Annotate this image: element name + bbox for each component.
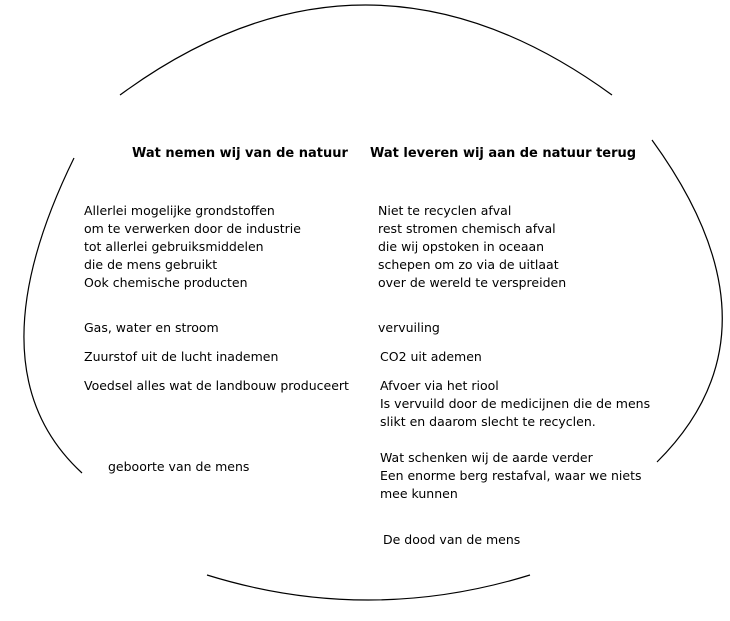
right-gift-line: Wat schenken wij de aarde verder <box>380 450 593 465</box>
right-waste-line: schepen om zo via de uitlaat <box>378 257 559 272</box>
right-sewage-line: slikt en daarom slecht te recyclen. <box>380 414 596 429</box>
right-heading: Wat leveren wij aan de natuur terug <box>370 146 637 161</box>
right-pollution: vervuiling <box>378 320 440 335</box>
right-waste-block <box>378 202 566 292</box>
right-waste-line: Niet te recyclen afval <box>378 203 512 218</box>
left-gas-water: Gas, water en stroom <box>84 320 219 335</box>
right-waste-line: rest stromen chemisch afval <box>378 221 556 236</box>
left-resources-line: Allerlei mogelijke grondstoffen <box>84 203 275 218</box>
right-sewage-block <box>380 377 650 431</box>
right-gift-block <box>380 449 642 503</box>
left-resources-block <box>84 202 301 292</box>
right-death: De dood van de mens <box>383 532 521 547</box>
left-arc <box>24 158 82 473</box>
right-gift-line: Een enorme berg restafval, waar we niets <box>380 468 642 483</box>
right-gift-line: mee kunnen <box>380 486 458 501</box>
left-resources-line: tot allerlei gebruiksmiddelen <box>84 239 264 254</box>
left-food: Voedsel alles wat de landbouw produceert <box>84 378 349 393</box>
left-resources-line: die de mens gebruikt <box>84 257 218 272</box>
left-heading: Wat nemen wij van de natuur <box>132 146 348 161</box>
right-arc <box>652 140 722 462</box>
left-resources-line: om te verwerken door de industrie <box>84 221 301 236</box>
left-oxygen: Zuurstof uit de lucht inademen <box>84 349 279 364</box>
right-sewage-line: Afvoer via het riool <box>380 378 499 393</box>
left-resources-line: Ook chemische producten <box>84 275 248 290</box>
left-birth: geboorte van de mens <box>108 459 250 474</box>
right-waste-line: die wij opstoken in oceaan <box>378 239 545 254</box>
right-sewage-line: Is vervuild door de medicijnen die de mens <box>380 396 651 411</box>
right-waste-line: over de wereld te verspreiden <box>378 275 567 290</box>
bottom-arc <box>207 575 530 600</box>
right-co2: CO2 uit ademen <box>380 349 482 364</box>
top-arc <box>120 5 612 95</box>
